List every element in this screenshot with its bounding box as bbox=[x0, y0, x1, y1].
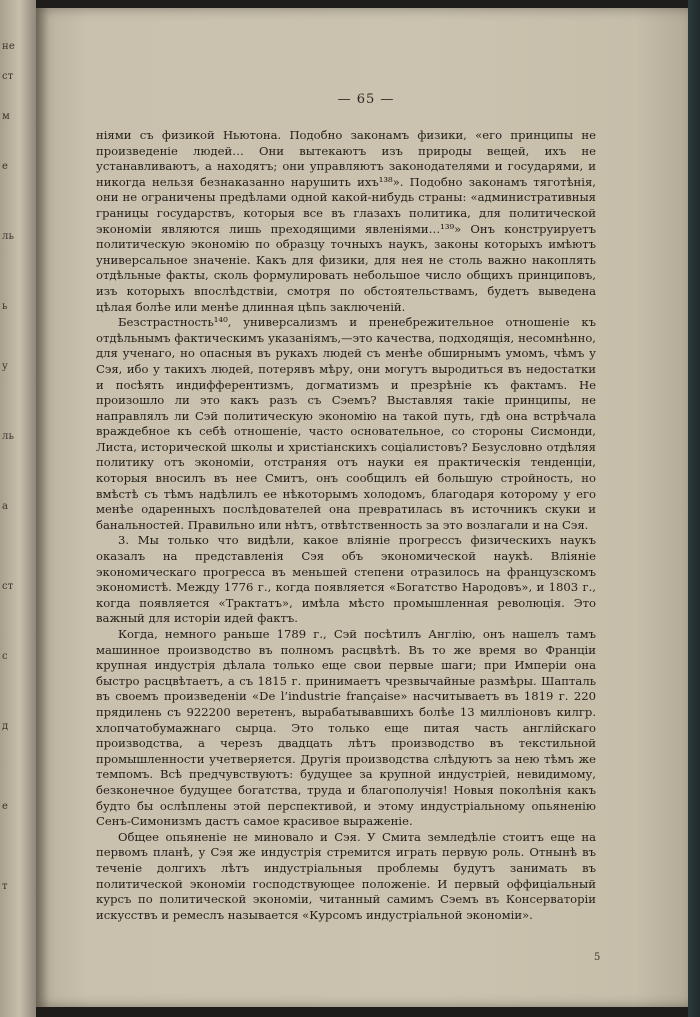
left-page-fragment: ль bbox=[2, 231, 15, 242]
page-number: — 65 — bbox=[337, 92, 395, 107]
book-page bbox=[36, 8, 688, 1007]
paragraph: Когда, немного раньше 1789 г., Сэй посѣтилъ Англію, онъ нашелъ тамъ машинное производство въ полномъ расцвѣтѣ. Въ то же время во Франціи крупная индустрія дѣлала только еще свои первые шаги; при Имперіи она быстро расцвѣтаетъ, а съ 1815 г. принимаетъ чрезвычайные размѣры. Шапталь въ своемъ произведеніи «De l’industrie française» насчитываетъ въ 1819 г. 220 прядилень съ 922200 веретенъ, вырабатывавшихъ болѣе 13 милліоновъ килгр. хлопчатобумажнаго сырца. Это только еще питая часть англійскаго производства, а черезъ двадцать лѣтъ производство въ текстильной промышленности учетверяется. Другія производства слѣдуютъ за нею тѣмъ же темпомъ. Всѣ предчувствуютъ: будущее за крупной индустріей, невидимому, безконечное будущее богатства, труда и благополучія! Новыя поколѣнія какъ будто бы ослѣплены этой перспективой, и этому индустріальному опьяненію Сенъ-Симонизмъ дастъ самое красивое выраженіе. bbox=[96, 627, 596, 829]
book-cover-edge bbox=[688, 0, 700, 1017]
left-page-fragment: е bbox=[2, 801, 9, 812]
left-page-fragment: т bbox=[2, 881, 8, 892]
signature-mark: 5 bbox=[594, 952, 601, 963]
left-page-fragment: а bbox=[2, 501, 9, 512]
paragraph: Общее опьяненіе не миновало и Сэя. У Смита земледѣліе стоитъ еще на первомъ планѣ, у Сэя же индустрія стремится играть первую роль. Отнынѣ въ теченіе долгихъ лѣтъ индустріальныя проблемы будутъ занимать въ политической экономіи господствующее положеніе. И первый оффиціальный курсъ по политической экономіи, читанный самимъ Сэемъ въ Консерваторіи искусствъ и ремеслъ называется «Курсомъ индустріальной экономіи». bbox=[96, 829, 596, 922]
adjacent-page-edge bbox=[0, 0, 36, 1017]
left-page-fragment: е bbox=[2, 161, 9, 172]
left-page-fragment: ь bbox=[2, 301, 8, 312]
paragraph: ніями съ физикой Ньютона. Подобно законамъ физики, «его принципы не произведеніе людей… Они вытекаютъ изъ природы вещей, ихъ не устанавливаютъ, а находятъ; они управляютъ законодателями и государями, и никогда нельзя безнаказанно нарушить ихъ¹³⁸». Подобно законамъ тяготѣнія, они не ограничены предѣлами одной какой-нибудь страны: «административныя границы государствъ, которыя все въ глазахъ политика, для политической экономіи являются лишь преходящими явленіями…¹³⁹» Онъ конструируетъ политическую экономію по образцу точныхъ наукъ, законы которыхъ имѣютъ универсальное значеніе. Какъ для физики, для нея не столь важно накоплять отдѣльные факты, сколь формулировать небольшое число общихъ принциповъ, изъ которыхъ впослѣдствіи, смотря по обстоятельствамъ, будетъ выведена цѣлая болѣе или менѣе длинная цѣпь заключеній. bbox=[96, 128, 596, 314]
page-body-text bbox=[96, 128, 596, 923]
paragraph: 3. Мы только что видѣли, какое вліяніе прогрессъ физическихъ наукъ оказалъ на представленія Сэя объ экономической наукѣ. Вліяніе экономическаго прогресса въ меньшей степени отразилось на французскомъ экономистѣ. Между 1776 г., когда появляется «Богатство Народовъ», и 1803 г., когда появляется «Трактатъ», имѣла мѣсто промышленная революція. Это важный для исторіи идей фактъ. bbox=[96, 533, 596, 626]
left-page-fragment: д bbox=[2, 721, 9, 732]
left-page-fragment: с bbox=[2, 651, 8, 662]
paragraph: Безстрастность¹⁴⁰, универсализмъ и пренебрежительное отношеніе къ отдѣльнымъ фактическимъ указаніямъ,—это качества, подходящія, несомнѣнно, для ученаго, но опасныя въ рукахъ людей съ менѣе обширнымъ умомъ, чѣмъ у Сэя, ибо у такихъ людей, потерявъ мѣру, они могутъ выродиться въ недостатки и посѣять индифферентизмъ, догматизмъ и презрѣніе къ фактамъ. Не произошло ли это какъ разъ съ Сэемъ? Выставляя такіе принципы, не направлялъ ли Сэй политическую экономію на такой путь, гдѣ она встрѣчала враждебное къ себѣ отношеніе, часто основательное, со стороны Сисмонди, Листа, исторической школы и христіанскихъ соціалистовъ? Безусловно отдѣляя политику отъ экономіи, отстраняя отъ науки ея практическія тенденціи, которыя вносилъ въ нее Смитъ, онъ сообщилъ ей большую стройность, но вмѣстѣ съ тѣмъ надѣлилъ ее нѣкоторымъ холодомъ, благодаря которому у его менѣе одаренныхъ послѣдователей она превратилась въ источникъ скуки и банальностей. Правильно или нѣтъ, отвѣтственность за это возлагали и на Сэя. bbox=[96, 315, 596, 532]
left-page-fragment: ль bbox=[2, 431, 15, 442]
left-page-fragment: ст bbox=[2, 71, 14, 82]
left-page-fragment: ст bbox=[2, 581, 14, 592]
left-page-fragment: у bbox=[2, 361, 9, 372]
left-page-fragment: не bbox=[2, 41, 15, 52]
left-page-fragment: м bbox=[2, 111, 10, 122]
